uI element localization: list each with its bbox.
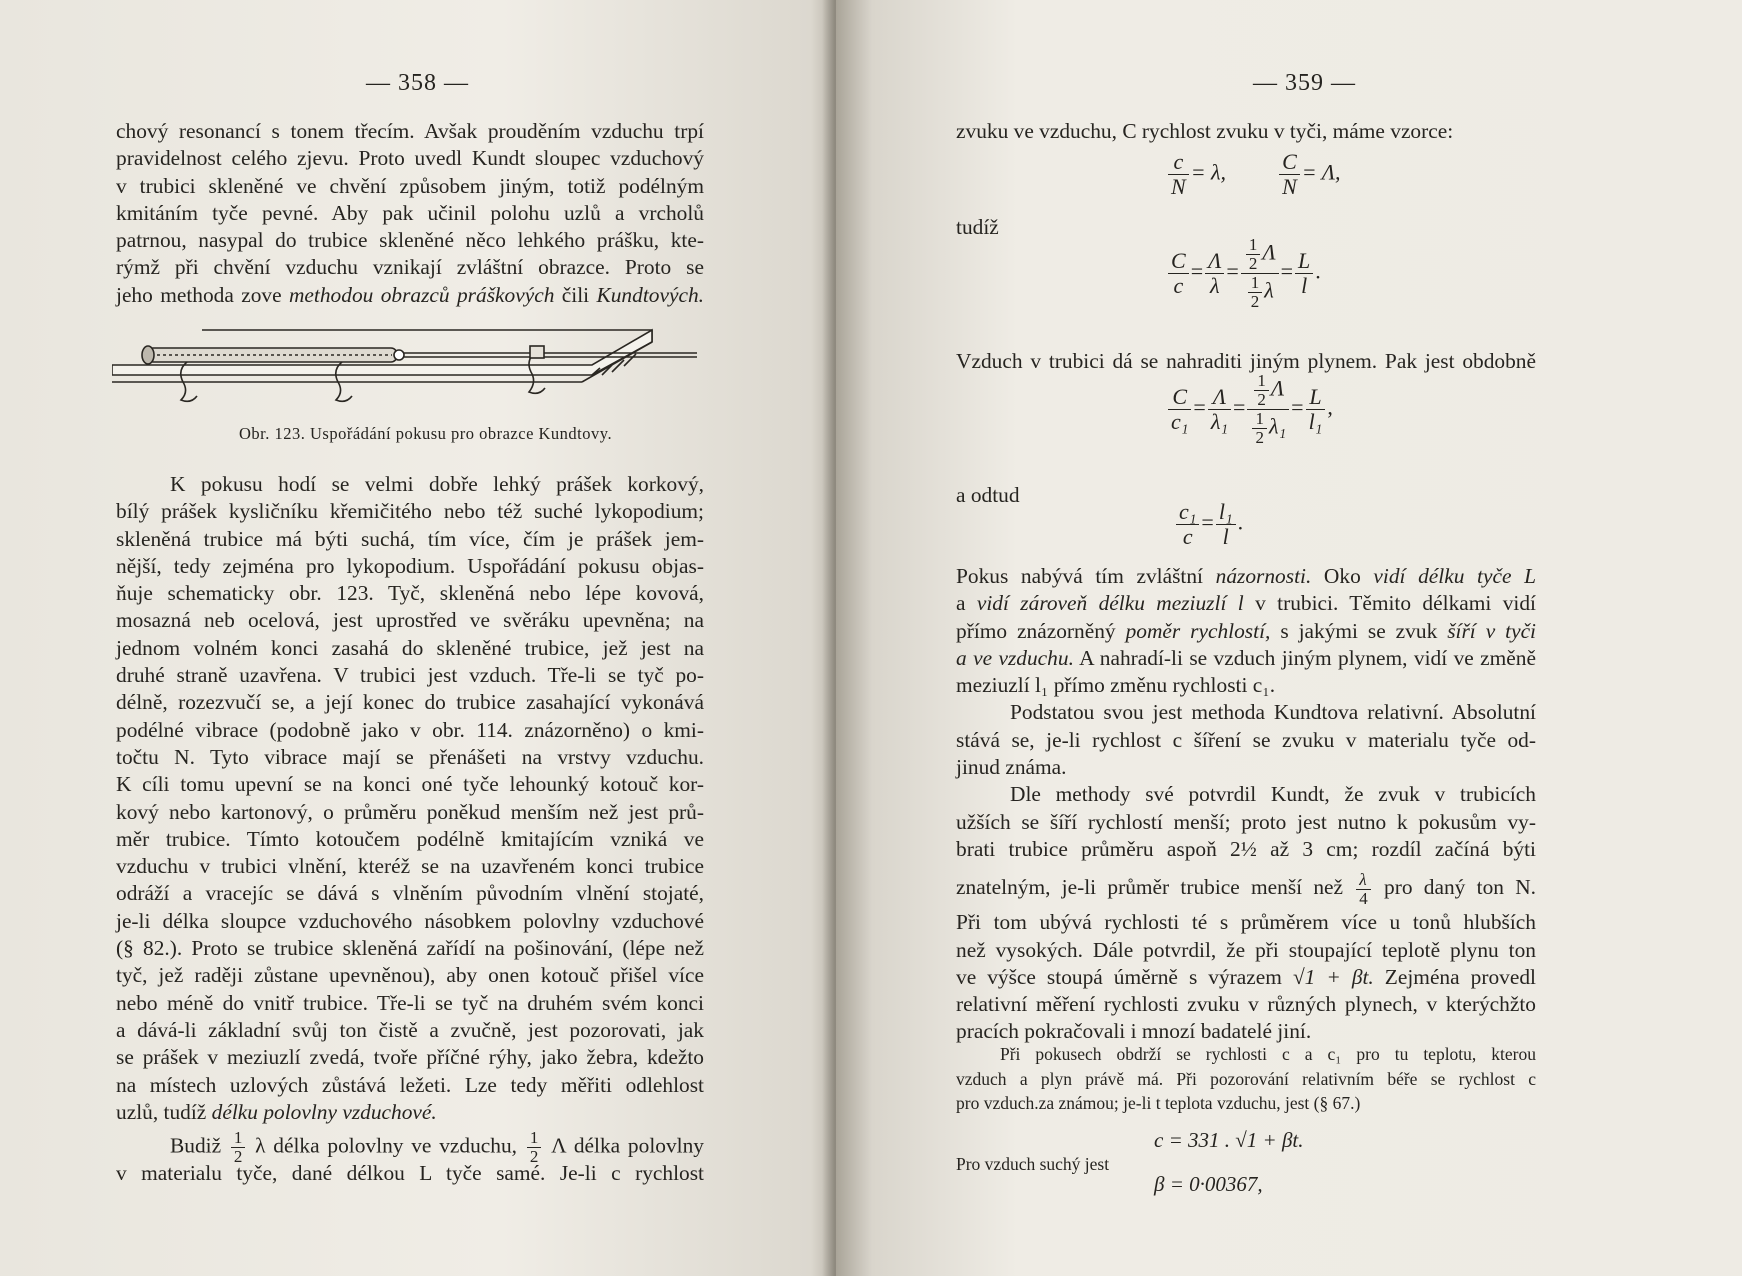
page-number-right: — 359 — (1253, 70, 1356, 96)
text-line: nebo méně do vnitř trubice. Tře-li se tyč na druhém svém konci (116, 990, 704, 1015)
text-line: kový nebo kartonový, o průměru poněkud menším než jest prů- (116, 799, 704, 824)
text-line: odráží a vracejíc se dává s vlněním původním vlnění stojaté, (116, 881, 704, 906)
text-line: a ve vzduchu. A nahradí-li se vzduch jiným plynem, vidí ve změně (956, 645, 1536, 670)
left-page (0, 0, 836, 1276)
text-line: uzlů, tudíž délku polovlny vzduchové. (116, 1099, 437, 1124)
equation-beta: β = 0·00367, (1154, 1172, 1263, 1196)
text-line: na místech uzlových zůstává ležeti. Lze tedy měřiti odlehlost (116, 1072, 704, 1097)
text-line: bílý prášek kysličníku křemičitého nebo též suché lykopodium; (116, 499, 704, 524)
right-page (836, 0, 1742, 1276)
text-line: (§ 82.). Proto se trubice skleněná zařídí na pošinování, (lépe než (116, 936, 704, 961)
right-body (956, 563, 1536, 1046)
text-line: druhé straně uzavřena. V trubici jest vzduch. Tře-li se tyč po- (116, 663, 704, 688)
text-line: rýmž při chvění vzduchu vznikají zvláštní obrazce. Proto se (116, 255, 704, 280)
text-line: Při pokusech obdrží se rychlosti c a c₁ pro tu teplotu, kterou (1000, 1044, 1536, 1064)
equation-c: c = 331 . √1 + βt. (1154, 1128, 1304, 1152)
text-line: relativní měření rychlosti zvuku v různých plynech, v kterýchžto (956, 992, 1536, 1017)
kundt-apparatus-figure (112, 320, 712, 420)
text-line: K pokusu hodí se velmi dobře lehký prášek korkový, (170, 472, 704, 496)
text-line: Podstatou svou jest methoda Kundtova relativní. Absolutní (1010, 700, 1536, 725)
text-line: pro vzduch.za známou; je-li t teplota vzduchu, jest (§ 67.) (956, 1093, 1361, 1113)
text-line: točtu N. Tyto vibrace mají se přenášeti na vrstvy vzduchu. (116, 744, 704, 769)
page-number-left: — 358 — (366, 70, 469, 96)
text-line: přímo znázorněný poměr rychlostí, s jakými se zvuk šíří v tyči (956, 618, 1537, 643)
text-line: užších se šíří rychlostí menší; proto jest nutno k pokusům vy- (956, 809, 1536, 834)
tudiz-label: tudíž (956, 215, 999, 239)
text-line: se prášek v meziuzlí zvedá, tvoře příčné rýhy, jako žebra, kdežto (116, 1045, 704, 1070)
text-line: v trubici skleněné ve chvění způsobem jiným, totiž podélným (116, 173, 704, 198)
text-line: v materialu tyče, dané délkou L tyče samé. Je-li c rychlost (116, 1161, 704, 1186)
text-line: chový resonancí s tonem třecím. Avšak prouděním vzduchu trpí (116, 119, 704, 143)
text-line: patrnou, nasypal do trubice skleněné něco lehkého prášku, kte- (116, 228, 704, 253)
left-top-paragraph (116, 118, 704, 309)
formula-1: $\frac{c}{N}$ = λ, $\frac{C}{N}$ = Λ, (1166, 150, 1341, 199)
text-line: podélné vibrace (podobně jako v obr. 114. znázorněno) o kmi- (116, 717, 704, 742)
formula-4: $\frac{\text{c₁}}{c}$ = $\frac{\text{l₁}}{l}$ . (1174, 500, 1243, 549)
text-line: ňuje schematicky obr. 123. Tyč, skleněná nebo lépe kovová, (116, 581, 704, 606)
text-line: brati trubice průměru aspoň 2½ až 3 cm; rozdíl začíná býti (956, 836, 1536, 861)
text-line: ve výšce stoupá úměrně s výrazem √1 + βt. Zejména provedl (956, 964, 1536, 989)
text-line: K cíli tomu upevní se na konci oné tyče lehounký kotouč kor- (116, 772, 704, 797)
pro-vzduch-label: Pro vzduch suchý jest (956, 1154, 1110, 1174)
a-odtud-label: a odtud (956, 483, 1020, 507)
formula-3: $\frac{C}{\text{c₁}}$ = $\frac{\Lambda}{\text{λ₁}}$ = $\frac{1}{2}$ Λ $\frac{1}{2}$ λ₁ = $\frac{L}{\text{l₁}}$ , (1166, 372, 1333, 447)
left-body-paragraph (116, 471, 704, 1187)
text-line: mosazná neb ocelová, jest uprostřed ve svěráku upevněna; na (116, 608, 704, 633)
text-line: pracích pokračovali i mnozí badatelé jiní. (956, 1019, 1312, 1044)
text-line: znatelným, je-li průměr trubice menší než $\frac{\lambda}{4}$ pro daný ton N. (956, 869, 1536, 908)
text-line: kmitáním tyče pevné. Aby pak učinil polohu uzlů a vrcholů (116, 200, 704, 225)
right-line-1: zvuku ve vzduchu, C rychlost zvuku v tyči, máme vzorce: (956, 119, 1454, 143)
text-line: vzduchu v trubici vlnění, kteréž se na uzavřeném konci trubice (116, 854, 704, 879)
text-line: Při tom ubývá rychlosti té s průměrem více u tonů hlubších (956, 910, 1536, 935)
text-line: a dává-li základní svůj ton čistě a zvučně, jest pozorovati, jak (116, 1017, 704, 1042)
text-line: měr trubice. Tímto kotoučem podélně kmitajícím vzniká ve (116, 826, 704, 851)
text-line: tyč, jež raději zůstane upevněnou), aby onen kotouč přišel více (116, 963, 704, 988)
vzduch-line: Vzduch v trubici dá se nahraditi jiným plynem. Pak jest obdobně (956, 349, 1536, 373)
text-line: vzduch a plyn právě má. Při pozorování relativním béře se rychlost c (956, 1068, 1536, 1089)
text-line: skleněná trubice má býti suchá, tím více, čím je prášek jem- (116, 526, 704, 551)
text-line: jinud známa. (956, 755, 1067, 780)
text-line: pravidelnost celého zjevu. Proto uvedl Kundt sloupec vzduchový (116, 146, 704, 171)
footnote-block (956, 1042, 1536, 1116)
text-line: stává se, je-li rychlost c šíření se zvuku v materialu tyče od- (956, 727, 1536, 752)
text-line: je-li délka sloupce vzduchového násobkem polovlny vzduchové (116, 908, 704, 933)
figure-caption: Obr. 123. Uspořádání pokusu pro obrazce Kundtovy. (239, 424, 613, 443)
text-line: jednom volném konci zasahá do skleněné trubice, jež jest na (116, 635, 704, 660)
formula-2: $\frac{C}{c}$ = $\frac{\Lambda}{\lambda}$ = $\frac{1}{2}$ Λ $\frac{1}{2}$ λ = $\frac{L}{l}$ . (1166, 236, 1321, 311)
text-line: a vidí zároveň délku meziuzlí l v trubici. Těmito délkami vidí (956, 591, 1536, 616)
text-line: nější, tedy zejména pro lykopodium. Uspořádání pokusu objas- (116, 553, 704, 578)
text-line: meziuzlí l₁ přímo změnu rychlosti c₁. (956, 673, 1276, 698)
text-line: Pokus nabývá tím zvláštní názornosti. Oko vidí délku tyče L (956, 564, 1536, 588)
text-line: Dle methody své potvrdil Kundt, že zvuk v trubicích (1010, 782, 1536, 807)
text-line: Budiž $\frac{1}{2}$ λ délka polovlny ve vzduchu, $\frac{1}{2}$ Λ délka polovlny (170, 1128, 704, 1167)
text-line: než vysokých. Dále potvrdil, že při stoupající teplotě plynu ton (956, 937, 1536, 962)
text-line: jeho methoda zove methodou obrazců práškových čili Kundtových. (116, 282, 704, 307)
text-line: délně, rozezvučí se, a její konec do trubice zasahající vykonává (116, 690, 704, 715)
